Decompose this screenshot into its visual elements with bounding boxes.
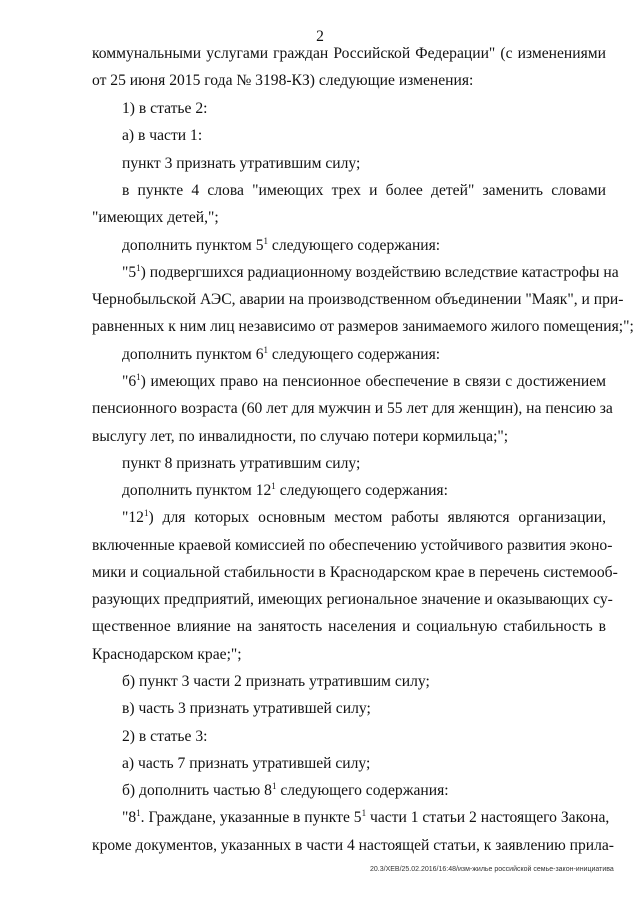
text-line [122, 237, 440, 255]
text-line: мики и социальной стабильности в Краснодарском крае в перечень системооб- [92, 564, 618, 581]
text-line: 2) в статье 3: [122, 728, 208, 745]
text-line [122, 482, 448, 500]
page-number: 2 [316, 28, 324, 45]
text-fragment: "5 [122, 264, 137, 281]
text-line [122, 509, 606, 527]
superscript: 1 [263, 236, 268, 246]
text-fragment: ) для которых основным местом работы являются организации, [148, 509, 606, 526]
text-line: Чернобыльской АЭС, аварии на производственном объединении "Маяк", и при- [92, 291, 624, 308]
text-fragment: части 1 статьи 2 настоящего Закона, [366, 809, 610, 826]
text-line [122, 809, 609, 827]
text-fragment: следующего содержания: [276, 782, 449, 799]
superscript: 1 [361, 808, 367, 818]
text-fragment: . Граждане, указанные в пункте 5 [140, 809, 362, 826]
text-line: а) часть 7 признать утратившей силу; [122, 755, 371, 772]
document-footer-code: 20.3/XEB/25.02.2016/16:48/изм-жилье российской семье-закон-инициатива [370, 866, 614, 873]
superscript: 1 [271, 781, 277, 791]
text-line: от 25 июня 2015 года № 3198-КЗ) следующие изменения: [92, 72, 474, 89]
text-fragment: дополнить пунктом 12 [122, 482, 272, 499]
text-line: включенные краевой комиссией по обеспечению устойчивого развития эконо- [92, 537, 613, 554]
text-line: равненных к ним лиц независимо от размеров занимаемого жилого помещения;"; [92, 318, 634, 335]
text-fragment: следующего содержания: [268, 346, 441, 363]
text-line: кроме документов, указанных в части 4 настоящей статьи, к заявлению прила- [92, 837, 615, 854]
text-fragment: "6 [122, 373, 137, 390]
text-line [122, 263, 619, 282]
text-line: а) в части 1: [122, 127, 203, 144]
text-line: щественное влияние на занятость населения и социальную стабильность в [92, 618, 606, 635]
text-fragment: дополнить пунктом 6 [122, 346, 264, 363]
text-line: пенсионного возраста (60 лет для мужчин и 55 лет для женщин), на пенсию за [92, 400, 613, 417]
text-line: Краснодарском крае;"; [92, 646, 242, 663]
superscript: 1 [136, 372, 141, 382]
superscript: 1 [136, 808, 141, 818]
text-line: пункт 8 признать утратившим силу; [122, 455, 361, 472]
text-fragment: дополнить пунктом 5 [122, 237, 264, 254]
text-line: коммунальными услугами граждан Российской Федерации" (с изменениями [92, 45, 606, 62]
text-fragment: "8 [122, 809, 137, 826]
text-fragment: следующего содержания: [275, 482, 448, 499]
text-fragment: "12 [122, 509, 144, 526]
text-fragment: следующего содержания: [268, 237, 441, 254]
text-line [122, 373, 606, 391]
text-line: выслугу лет, по инвалидности, по случаю потери кормильца;"; [92, 428, 509, 445]
superscript: 1 [143, 508, 149, 518]
text-line: пункт 3 признать утратившим силу; [122, 155, 361, 172]
superscript: 1 [263, 345, 268, 355]
text-fragment: ) имеющих право на пенсионное обеспечение в связи с достижением [140, 373, 606, 390]
text-line: "имеющих детей,"; [92, 209, 219, 226]
text-line [122, 346, 440, 364]
text-line: б) пункт 3 части 2 признать утратившим силу; [122, 673, 430, 690]
text-fragment: ) подвергшихся радиационному воздействию вследствие катастрофы на [140, 264, 619, 281]
superscript: 1 [136, 263, 141, 273]
text-fragment: б) дополнить частью 8 [122, 782, 272, 799]
text-line: в) часть 3 признать утратившей силу; [122, 700, 371, 717]
text-line: в пункте 4 слова "имеющих трех и более детей" заменить словами [122, 182, 606, 199]
text-line: 1) в статье 2: [122, 100, 208, 117]
text-line [122, 782, 449, 800]
text-line: разующих предприятий, имеющих региональное значение и оказывающих су- [92, 591, 613, 608]
superscript: 1 [271, 481, 276, 491]
